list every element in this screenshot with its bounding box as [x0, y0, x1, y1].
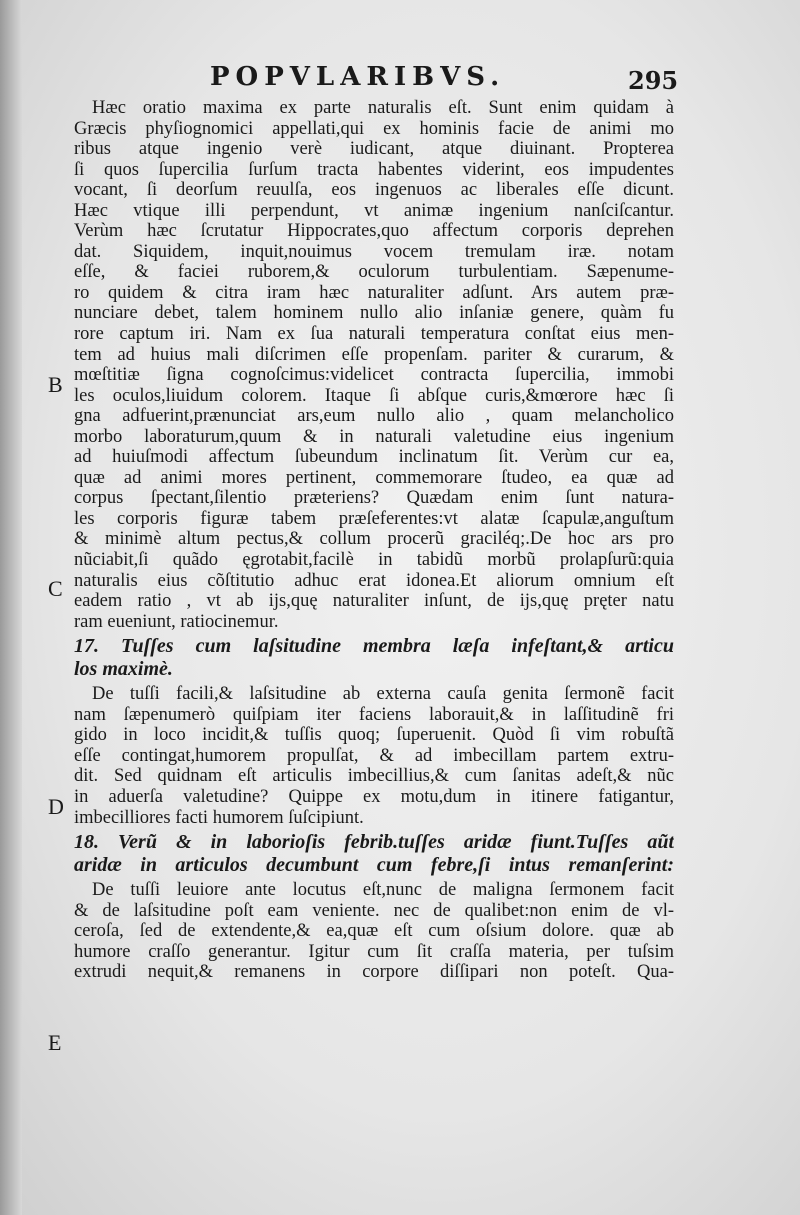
text-line: morbo laboraturum,quum & in naturali valetudine eius ingenium [74, 426, 674, 447]
text-line: naturalis eius cõſtitutio adhuc erat idonea.Et aliorum omnium eſt [74, 570, 674, 591]
page-number: 295 [628, 66, 679, 95]
text-line: ſi quos ſupercilia ſurſum tracta habentes viderint, eos impudentes [74, 159, 674, 180]
margin-letter-b: B [48, 372, 63, 397]
text-line: tem ad huius mali diſcrimen eſſe propenſam. pariter & curarum, & [74, 344, 674, 365]
aphorism-heading: aridæ in articulos decumbunt cum febre,ſi intus remanſerint: [74, 854, 674, 877]
margin-letter-e: E [48, 1030, 62, 1055]
text-line: & de laſsitudine poſt eam veniente. nec de qualibet:non enim de vl- [74, 900, 674, 921]
text-line: ro quidem & citra iram hæc naturaliter adſunt. Ars autem præ- [74, 282, 674, 303]
text-line: eſſe, & faciei ruborem,& oculorum turbulentiam. Sæpenume- [74, 262, 674, 283]
text-line: quæ ad animi mores pertinent, commemorare ſtudeo, ea quæ ad [74, 467, 674, 488]
text-line: eſſe contingat,humorem propulſat, & ad imbecillam partem extru- [74, 745, 674, 766]
text-line: nũciabit,ſi quãdo ęgrotabit,facilè in tabidũ morbũ prolapſurũ:quia [74, 550, 674, 571]
text-line: nam ſæpenumerò quiſpiam iter faciens laborauit,& in laſſitudinẽ fri [74, 704, 674, 725]
text-line: De tuſſi facili,& laſsitudine ab externa cauſa genita ſermonẽ facit [92, 684, 674, 705]
text-line: gido in loco incidit,& tuſſis quoq; ſuperuenit. Quòd ſi vim robuſtã [74, 725, 674, 746]
text-line: in aduerſa valetudine? Quippe ex motu,dum in itinere fatigantur, [74, 786, 674, 807]
text-line: ad huiuſmodi affectum ſubeundum inclinatum ſit. Verùm cur ea, [74, 447, 674, 468]
text-line: corpus ſpectant,ſilentio præteriens? Quædam enim ſunt natura- [74, 488, 674, 509]
text-line: rore captum iri. Nam ex ſua naturali temperatura conſtat eius men- [74, 324, 674, 345]
page-spine-shadow [0, 0, 22, 1215]
text-line: humore craſſo generantur. Igitur cum ſit craſſa materia, per tuſsim [74, 941, 674, 962]
text-line: nunciare debet, talem hominem nullo alio inſaniæ genere, quàm fu [74, 303, 674, 324]
text-line: Hæc oratio maxima ex parte naturalis eſt. Sunt enim quidam à [92, 98, 674, 118]
text-line: & minimè altum pectus,& collum procerũ graciléq;.De hoc ars pro [74, 529, 674, 550]
text-line: les corporis figuræ tabem præſeferentes:vt alatæ ſcapulæ,anguſtum [74, 508, 674, 529]
text-line: eadem ratio , vt ab ijs,quę naturaliter inſunt, de ijs,quę pręter natu [74, 591, 674, 612]
text-line: Verùm hæc ſcrutatur Hippocrates,quo affectum corporis deprehen [74, 221, 674, 242]
text-line: les oculos,liuidum colorem. Itaque ſi abſque curis,&mœrore hæc ſi [74, 385, 674, 406]
text-line: extrudi nequit,& remanens in corpore diſſipari non poteſt. Qua- [74, 962, 674, 983]
aphorism-heading: 17. Tuſſes cum laſsitudine membra læſa infeſtant,& articu [74, 635, 674, 658]
aphorism-heading: los maximè. [74, 658, 173, 681]
text-line: dat. Siquidem, inquit,nouimus vocem tremulam iræ. notam [74, 241, 674, 262]
margin-letter-c: C [48, 576, 63, 601]
text-line: ceroſa, ſed de extendente,& ea,quæ eſt cum oſsium dolore. quæ ab [74, 921, 674, 942]
text-line: gna adfuerint,prænunciat ars,eum nullo alio , quam melancholico [74, 406, 674, 427]
text-line: ribus atque ingenio verè iudicant, atque diuinant. Propterea [74, 139, 674, 160]
text-body [74, 98, 674, 983]
running-title: POPVLARIBVS. [210, 62, 506, 92]
text-line: dit. Sed quidnam eſt articulis imbecillius,& cum ſanitas adeſt,& nũc [74, 766, 674, 787]
aphorism-heading: 18. Verũ & in laborioſis febrib.tuſſes aridæ fiunt.Tuſſes aũt [74, 831, 674, 854]
text-line: Hæc vtique illi perpendunt, vt animæ ingenium nanſciſcantur. [74, 200, 674, 221]
text-line: Græcis phyſiognomici appellati,qui ex hominis facie de animi mo [74, 118, 674, 139]
margin-letter-d: D [48, 794, 64, 819]
text-line: imbecilliores facti humorem ſuſcipiunt. [74, 807, 364, 828]
text-line: ram eueniunt, ratiocinemur. [74, 611, 279, 632]
text-line: De tuſſi leuiore ante locutus eſt,nunc de maligna ſermonem facit [92, 880, 674, 901]
text-line: vocant, ſi deorſum reuulſa, eos ingenuos ac liberales eſſe dicunt. [74, 180, 674, 201]
text-line: mœſtitiæ ſigna cognoſcimus:videlicet contracta ſupercilia, immobi [74, 365, 674, 386]
